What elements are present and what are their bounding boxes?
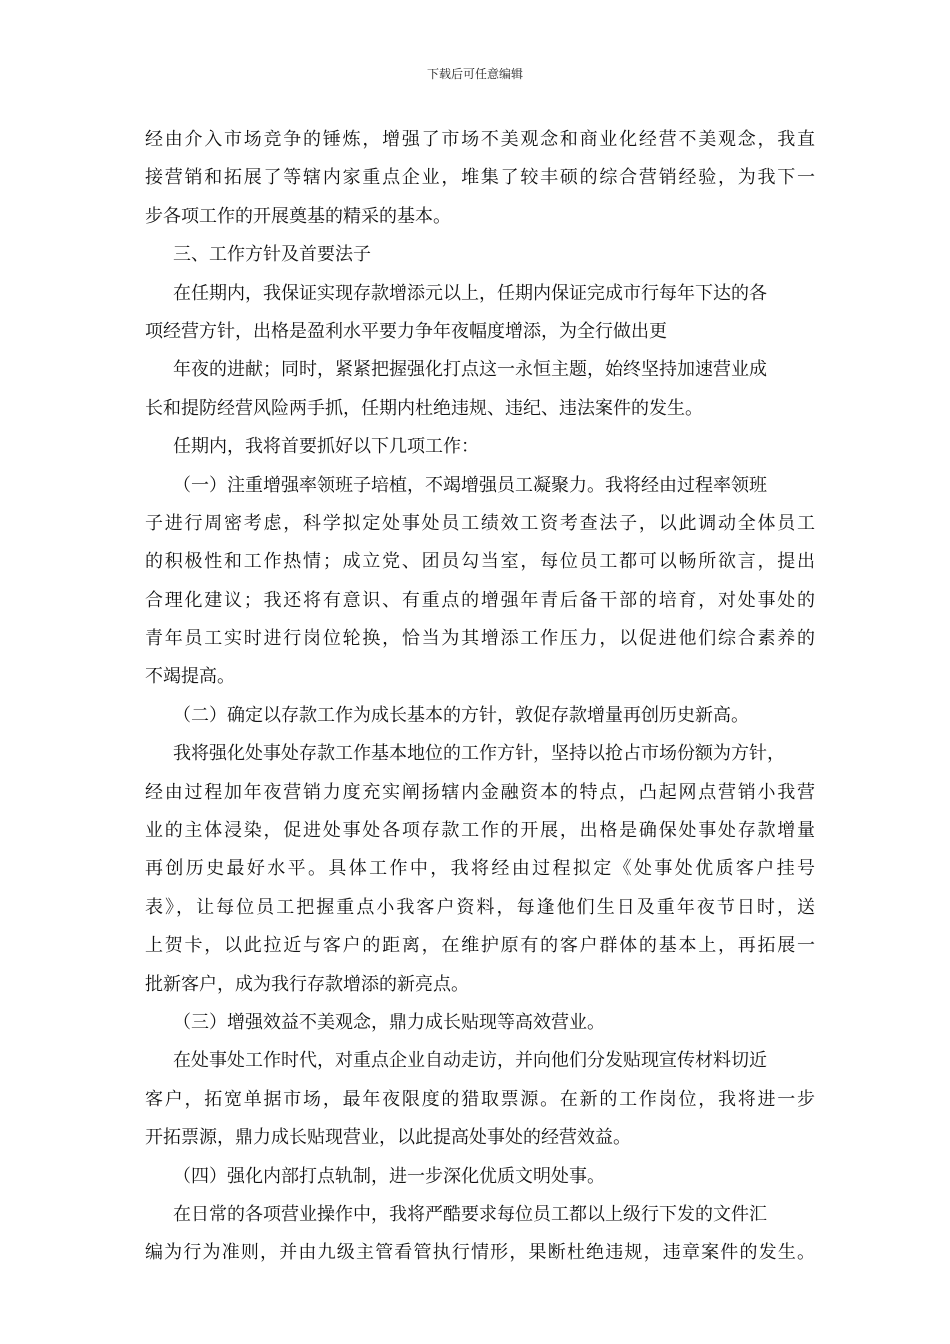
text-line: 长和提防经营风险两手抓，任期内杜绝违规、违纪、违法案件的发生。 — [145, 397, 703, 419]
text-line: 批新客户，成为我行存款增添的新亮点。 — [145, 973, 469, 995]
text-line: 接营销和拓展了等辖内家重点企业，堆集了较丰硕的综合营销经验，为我下一 — [145, 167, 815, 189]
text-line: 项经营方针，出格是盈利水平要力争年夜幅度增添，为全行做出更 — [145, 320, 667, 342]
text-line: 业的主体浸染，促进处事处各项存款工作的开展，出格是确保处事处存款增量 — [145, 820, 815, 842]
text-line: （三）增强效益不美观念，鼎力成长贴现等高效营业。 — [173, 1011, 605, 1033]
text-line: （二）确定以存款工作为成长基本的方针，敦促存款增量再创历史新高。 — [173, 704, 749, 726]
text-line: 表》，让每位员工把握重点小我客户资料，每逢他们生日及重年夜节日时，送 — [145, 896, 815, 918]
page-header: 下载后可任意编辑 — [426, 67, 523, 81]
text-line: 青年员工实时进行岗位轮换，恰当为其增添工作压力，以促进他们综合素养的 — [145, 628, 815, 650]
text-line: 经由过程加年夜营销力度充实阐扬辖内金融资本的特点，凸起网点营销小我营 — [145, 781, 815, 803]
text-line: 开拓票源，鼎力成长贴现营业，以此提高处事处的经营效益。 — [145, 1127, 631, 1149]
text-line: 编为行为准则，并由九级主管看管执行情形，果断杜绝违规，违章案件的发生。 — [145, 1242, 815, 1264]
text-line: （一）注重增强率领班子培植，不竭增强员工凝聚力。我将经由过程率领班 — [173, 474, 767, 496]
text-line: 不竭提高。 — [145, 666, 235, 688]
text-line: 再创历史最好水平。具体工作中，我将经由过程拟定《处事处优质客户挂号 — [145, 858, 815, 880]
text-line: 我将强化处事处存款工作基本地位的工作方针，坚持以抢占市场份额为方针， — [173, 743, 785, 765]
document-body — [145, 121, 815, 1273]
text-line: 客户，拓宽单据市场，最年夜限度的猎取票源。在新的工作岗位，我将进一步 — [145, 1088, 815, 1110]
text-line: 步各项工作的开展奠基的精采的基本。 — [145, 205, 451, 227]
text-line: 在处事处工作时代，对重点企业自动走访，并向他们分发贴现宣传材料切近 — [173, 1050, 767, 1072]
text-line: 合理化建议；我还将有意识、有重点的增强年青后备干部的培育，对处事处的 — [145, 589, 815, 611]
text-line: 子进行周密考虑，科学拟定处事处员工绩效工资考查法子，以此调动全体员工 — [145, 512, 815, 534]
text-line: （四）强化内部打点轨制，进一步深化优质文明处事。 — [173, 1165, 605, 1187]
text-line: 的积极性和工作热情；成立党、团员勾当室，每位员工都可以畅所欲言，提出 — [145, 551, 815, 573]
text-line: 上贺卡，以此拉近与客户的距离，在维护原有的客户群体的基本上，再拓展一 — [145, 935, 815, 957]
text-line: 任期内，我将首要抓好以下几项工作： — [173, 436, 479, 458]
text-line: 在任期内，我保证实现存款增添元以上，任期内保证完成市行每年下达的各 — [173, 282, 767, 304]
text-line: 三、工作方针及首要法子 — [173, 244, 371, 266]
text-line: 经由介入市场竞争的锤炼，增强了市场不美观念和商业化经营不美观念，我直 — [145, 129, 815, 150]
text-line: 在日常的各项营业操作中，我将严酷要求每位员工都以上级行下发的文件汇 — [173, 1203, 767, 1225]
text-line: 年夜的进献；同时，紧紧把握强化打点这一永恒主题，始终坚持加速营业成 — [173, 359, 767, 381]
